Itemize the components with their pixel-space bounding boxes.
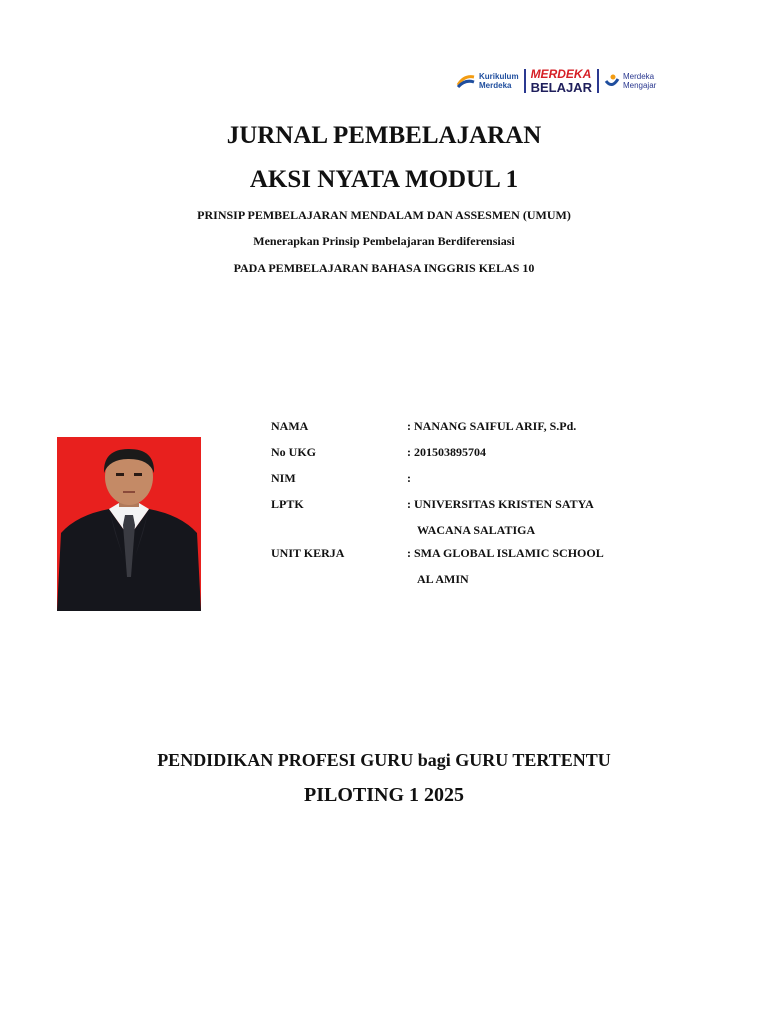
logo-divider [524,69,526,93]
kurikulum-merdeka-logo-icon [456,73,476,89]
merdeka-mengajar-line1: Merdeka [622,72,655,81]
profile-photo [57,437,201,611]
info-value: : SMA GLOBAL ISLAMIC SCHOOL AL AMIN [407,546,604,586]
kurikulum-merdeka-line1: Kurikulum [479,72,519,81]
logo-divider [597,69,599,93]
merdeka-belajar-line1: MERDEKA [530,67,592,81]
document-subtitle-1: PRINSIP PEMBELAJARAN MENDALAM DAN ASSESMEN (UMUM) [197,208,571,222]
kurikulum-merdeka-logo [456,72,519,90]
info-value: : UNIVERSITAS KRISTEN SATYA WACANA SALATIGA [407,497,594,537]
info-row-lptk [271,494,691,543]
document-subtitle-3: PADA PEMBELAJARAN BAHASA INGGRIS KELAS 10 [233,261,535,275]
logo-bar [456,64,676,98]
merdeka-belajar-line2: BELAJAR [530,80,592,95]
participant-info [271,416,691,592]
program-subtitle: PILOTING 1 2025 [303,784,465,806]
merdeka-mengajar-line2: Mengajar [622,81,657,90]
document-subtitle-2: Menerapkan Prinsip Pembelajaran Berdiferensiasi [253,234,515,248]
info-label: NIM [271,471,296,485]
merdeka-belajar-logo [531,68,592,94]
merdeka-mengajar-logo-icon [604,73,620,89]
info-label: No UKG [271,445,316,459]
document-title-line2: AKSI NYATA MODUL 1 [249,166,519,193]
info-value: : [407,471,411,485]
info-label: LPTK [271,497,304,511]
document-title-line1: JURNAL PEMBELAJARAN [226,122,542,149]
program-title: PENDIDIKAN PROFESI GURU bagi GURU TERTENTU [157,750,611,770]
info-label: NAMA [271,419,309,433]
info-label: UNIT KERJA [271,546,345,560]
info-value: : NANANG SAIFUL ARIF, S.Pd. [407,419,577,433]
info-row-unit-kerja [271,543,691,592]
merdeka-mengajar-logo [604,72,656,90]
info-value: : 201503895704 [407,445,486,459]
kurikulum-merdeka-line2: Merdeka [479,81,512,90]
